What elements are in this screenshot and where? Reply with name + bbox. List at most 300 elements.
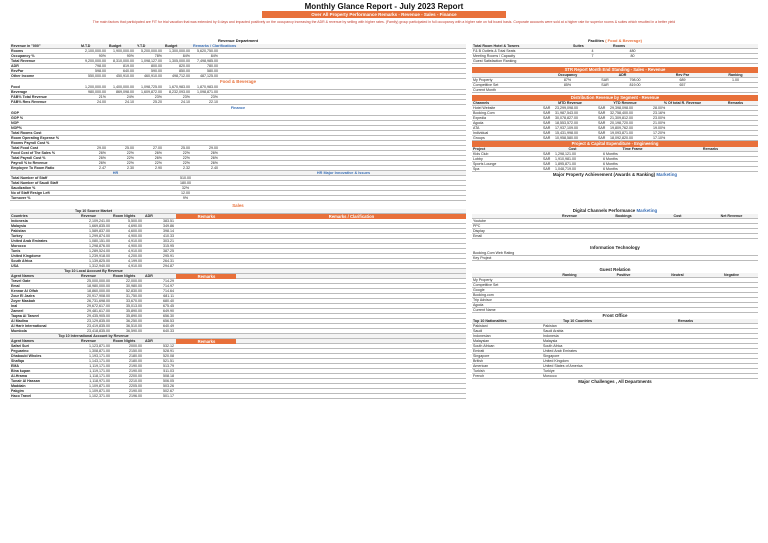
table-cell: 501.17	[163, 394, 174, 398]
table-cell: 798.00	[95, 64, 106, 68]
awards-label: Major Property Achievement (Awards & Ranking)	[552, 172, 656, 177]
table-cell	[136, 126, 164, 130]
table-cell: NOP%	[11, 126, 22, 130]
table-cell	[596, 224, 650, 228]
table-cell: Top 10 International Account by Revenue	[58, 334, 129, 338]
table-cell: 1,239,918.00	[89, 254, 110, 258]
table-cell: Dhaboubi Wholes	[11, 354, 42, 358]
table-cell: Haco Travel	[11, 394, 32, 398]
table-cell: Agent Names	[11, 339, 34, 343]
table-cell: Taqwa Al Taweel	[11, 314, 40, 318]
table-cell	[542, 308, 596, 312]
table-cell	[236, 269, 466, 273]
table-cell: Current Month	[473, 88, 496, 92]
table-cell: 23%	[210, 95, 218, 99]
table-cell: Rooms	[11, 49, 24, 53]
table-cell: 18,092,820.00	[610, 136, 633, 140]
table-cell: 1,910,981.00	[555, 157, 576, 161]
table-cell: Indonesia	[11, 219, 28, 223]
table-cell: Kennar Al Olfah	[11, 289, 39, 293]
table-cell: Revenue in "000"	[11, 44, 41, 48]
facilities-accent: ( Food & Beverage)	[605, 38, 642, 43]
table-cell: ADR	[618, 73, 627, 77]
table-cell: 35,013.00	[126, 304, 142, 308]
table-cell: Malaysia	[11, 224, 26, 228]
table-cell: Pakgim	[11, 389, 24, 393]
table-cell	[192, 121, 220, 125]
table-cell: YTD Revenue	[613, 101, 637, 105]
table-cell	[236, 274, 466, 278]
table-cell: 2,100,000.00	[85, 49, 106, 53]
table-cell: 17.20%	[653, 131, 666, 135]
table-cell: 2205.00	[129, 384, 142, 388]
table-cell: Ranking	[562, 273, 577, 277]
table-cell: 383.51	[163, 219, 174, 223]
table-cell: SAR	[598, 131, 606, 135]
table-cell: 1,305,000.00	[169, 59, 190, 63]
table-cell: SAR	[543, 167, 551, 171]
table-cell: 1,143,171.00	[89, 359, 110, 363]
table-cell: 80	[630, 54, 635, 58]
table-cell: Revenue	[562, 214, 577, 218]
table-cell: GOP	[11, 111, 19, 115]
table-cell: F&B% Rms Revenue	[11, 100, 47, 104]
table-cell: Y.T.D	[137, 44, 146, 48]
table-cell: 10,958,580.00	[555, 136, 578, 140]
table-cell: 22%	[182, 156, 190, 160]
table-cell: 29,398,098.00	[610, 106, 633, 110]
table-cell: 640.00	[123, 69, 134, 73]
table-cell	[596, 219, 650, 223]
table-cell: 4,900.00	[128, 234, 142, 238]
food-beverage-title: Food & Beverage	[219, 79, 257, 84]
table-cell: 22%	[126, 151, 134, 155]
table-cell: 1,900,000.00	[113, 49, 134, 53]
table-cell	[472, 214, 542, 218]
table-cell	[108, 136, 136, 140]
table-cell: NOP	[11, 121, 19, 125]
table-cell: 26%	[154, 156, 162, 160]
table-cell: British	[473, 359, 483, 363]
table-cell	[542, 283, 596, 287]
table-cell: 29,435,905.00	[87, 314, 110, 318]
table-cell: Rooms Payroll Cost %	[11, 141, 50, 145]
table-cell: Zameel	[11, 309, 24, 313]
table-cell: SAR	[543, 106, 551, 110]
table-cell: 19,809,762.00	[610, 126, 633, 130]
table-cell: 780.00	[207, 64, 218, 68]
table-cell: 590.00	[151, 69, 162, 73]
table-cell: 1,102,371.00	[89, 394, 110, 398]
table-cell	[472, 273, 542, 277]
table-cell: 12.00	[181, 191, 190, 195]
table-cell	[596, 298, 650, 302]
table-cell: 2180.00	[129, 359, 142, 363]
table-cell: 2.30	[127, 166, 134, 170]
table-cell: 6 Months	[603, 162, 618, 166]
table-cell: 649.90	[163, 309, 174, 313]
table-cell: 450,910.00	[116, 74, 134, 78]
table-cell: 30,980.00	[126, 284, 142, 288]
table-cell: 28.00%	[653, 106, 666, 110]
table-cell: 6 Months	[603, 157, 618, 161]
table-cell: 9%	[182, 196, 189, 200]
table-cell: 17.10%	[653, 136, 666, 140]
table-cell	[704, 219, 758, 223]
table-cell: 1,298,876.00	[89, 244, 110, 248]
table-cell	[236, 339, 466, 343]
table-cell: 84%	[182, 54, 190, 58]
table-cell: 1,400,000.00	[113, 85, 134, 89]
table-cell	[542, 219, 596, 223]
table-cell: 1.00	[732, 78, 739, 82]
table-cell	[704, 288, 758, 292]
table-cell: F&B% Total Revenue	[11, 95, 47, 99]
table-cell: 23%	[154, 95, 162, 99]
table-cell	[612, 329, 758, 333]
table-cell: 681.11	[163, 294, 174, 298]
table-cell: ADR	[145, 339, 153, 343]
report-title: Monthly Glance Report - July 2023 Report	[304, 2, 464, 11]
table-cell	[562, 256, 758, 260]
table-cell: Total Number of Saudi Staff	[11, 181, 59, 185]
table-cell	[164, 141, 192, 145]
table-cell: 85%	[563, 83, 572, 87]
table-cell: Remarks / Clarification	[236, 214, 466, 219]
table-cell: 4,910.00	[128, 264, 142, 268]
table-cell: 19,093,871.00	[610, 131, 633, 135]
table-cell	[612, 344, 758, 348]
table-cell: HR Major Innovative & Issues	[316, 171, 371, 175]
table-cell	[596, 278, 650, 282]
table-cell: 295.91	[163, 254, 174, 258]
table-cell: Youtube	[473, 219, 487, 223]
table-cell: 4,910.00	[128, 249, 142, 253]
table-cell	[704, 234, 758, 238]
table-cell: Ranking	[728, 73, 743, 77]
table-cell: 303.21	[163, 239, 174, 243]
table-cell: Remarks	[176, 214, 236, 219]
table-cell: Competitive Set	[473, 283, 499, 287]
table-cell: 1,289,524.00	[89, 249, 110, 253]
table-cell: 20,198,720.00	[610, 121, 633, 125]
table-cell: Email	[473, 234, 482, 238]
table-cell: Travel Gate	[11, 279, 31, 283]
table-cell: 23,129,835.00	[87, 319, 110, 323]
table-cell: Booking.Com Web Rating	[473, 251, 515, 255]
table-cell: Singapore	[473, 354, 490, 358]
table-cell	[650, 224, 704, 228]
table-cell: 1,298,121.00	[555, 152, 576, 156]
table-cell: 31,750.00	[126, 294, 142, 298]
table-cell: 18,860,000.00	[87, 289, 110, 293]
table-cell	[164, 121, 192, 125]
table-cell: 5,620,750.00	[197, 49, 218, 53]
table-cell: Revenue	[81, 214, 96, 218]
facilities-heading	[472, 38, 758, 43]
table-cell: 598.00	[95, 69, 106, 73]
table-cell: PPC	[473, 224, 481, 228]
table-cell: Indonesia	[543, 334, 559, 338]
table-cell: 680.40	[163, 299, 174, 303]
table-cell: SAR	[598, 126, 606, 130]
table-cell: Turkey	[11, 234, 23, 238]
table-cell	[592, 88, 617, 92]
table-cell: My Property	[473, 278, 493, 282]
table-cell: 1,870,983.00	[197, 85, 218, 89]
table-cell: 35,890.00	[126, 314, 142, 318]
table-cell: SAR	[543, 152, 551, 156]
table-cell: United Kingdome	[11, 254, 41, 258]
table-cell: 1,308,871.00	[89, 349, 110, 353]
table-cell	[596, 293, 650, 297]
table-cell: Agoda	[473, 121, 484, 125]
table-cell: 1,895,871.00	[555, 162, 576, 166]
table-cell: 689	[679, 78, 686, 82]
table-cell: South African	[473, 344, 495, 348]
table-cell: 24%	[126, 95, 134, 99]
table-cell	[650, 303, 704, 307]
table-cell: 656.30	[163, 314, 174, 318]
table-cell: Al Harir International	[11, 324, 47, 328]
finance-title: Finance	[230, 106, 246, 110]
table-cell: SAR	[543, 121, 551, 125]
table-cell	[136, 111, 164, 115]
table-cell: Booking.Com	[473, 111, 495, 115]
digital-label: Digital Channels Performance	[572, 208, 636, 213]
spacer	[472, 178, 758, 208]
table-cell	[612, 339, 758, 343]
table-cell: 24.10	[181, 100, 190, 104]
table-cell: 21,309,812.00	[610, 116, 633, 120]
table-cell: Budget	[109, 44, 122, 48]
table-cell: 513.79	[163, 364, 174, 368]
table-cell	[704, 303, 758, 307]
table-cell: 850.00	[179, 69, 190, 73]
table-cell: Suites	[573, 44, 584, 48]
table-cell: 8,310,000.00	[113, 59, 134, 63]
table-cell: 1,098,725.00	[141, 85, 162, 89]
table-cell: 1,119,171.00	[89, 369, 110, 373]
table-cell: Display	[473, 229, 485, 233]
table-cell: 1,139,825.00	[89, 259, 110, 263]
table-cell	[108, 141, 136, 145]
table-cell: 1,080,151.00	[89, 239, 110, 243]
table-cell: 1,118,171.00	[89, 374, 110, 378]
table-cell: Peguarino	[11, 349, 29, 353]
table-cell: % Of total R. Revenue	[663, 101, 702, 105]
table-cell: 510.00	[180, 176, 191, 180]
table-cell: Agent Names	[11, 274, 34, 278]
table-cell: Saudization %	[11, 186, 36, 190]
table-cell: 31,987,543.00	[555, 111, 578, 115]
table-cell: MTD Revenue	[558, 101, 582, 105]
segment-title: Distribution Revenue by Segment - Revenue	[472, 95, 758, 101]
table-cell: 4,600.00	[128, 229, 142, 233]
table-cell	[704, 229, 758, 233]
table-cell	[704, 308, 758, 312]
table-cell: Saudi	[473, 329, 483, 333]
table-cell	[596, 288, 650, 292]
table-cell: Pakistan	[11, 229, 26, 233]
table-cell: 32,758,400.00	[610, 111, 633, 115]
table-cell	[612, 359, 758, 363]
table-cell	[108, 121, 136, 125]
remarks-note: The main factors that participated are FIT for trial vacation that was extended by 6 days and impacted positively on the occupancy increasing the ADR & revenue by selling with higher rates. (Family) group participated in full occupancy with a higher rate on full board basis. Corporate accounts were sold at a higher rate for superior rooms & suites which resulted in a better yield	[92, 20, 676, 24]
table-cell: 498,712.00	[172, 74, 190, 78]
table-cell	[164, 126, 192, 130]
table-cell: 487,125.00	[200, 74, 218, 78]
table-cell: Tunis	[11, 249, 21, 253]
table-cell: 1,300,000.00	[169, 49, 190, 53]
table-cell: SAR	[598, 136, 606, 140]
table-cell	[136, 141, 164, 145]
table-cell: 1,609,872.00	[141, 90, 162, 94]
table-cell: 2150.00	[129, 349, 142, 353]
table-cell: ADR	[11, 64, 19, 68]
table-cell: 2190.00	[129, 369, 142, 373]
table-cell: 503.26	[163, 384, 174, 388]
table-cell: 21%	[98, 95, 106, 99]
table-cell: ADR	[145, 214, 153, 218]
revenue-department-heading: Revenue Department	[217, 38, 258, 43]
international-account-row	[10, 394, 466, 399]
table-cell: 26%	[98, 156, 106, 160]
table-cell: 87%	[563, 78, 572, 82]
challenges-title: Major Challenges , All Departments	[578, 379, 652, 384]
table-cell: USA	[11, 264, 19, 268]
table-cell: SAR	[601, 83, 609, 87]
table-cell: Total Revenue	[11, 59, 36, 63]
table-cell: Saudi Arabia	[543, 329, 564, 333]
table-cell: Total Number of Staff	[11, 176, 48, 180]
table-cell: F& B Outlets & Total Seats	[473, 49, 516, 53]
table-cell	[164, 111, 192, 115]
table-cell: South Africa	[11, 259, 33, 263]
table-cell: Net Revenue	[720, 214, 743, 218]
table-cell	[542, 288, 596, 292]
table-cell	[612, 369, 758, 373]
table-cell: 714.64	[163, 289, 174, 293]
table-cell	[192, 111, 220, 115]
table-cell	[650, 229, 704, 233]
table-cell: Singapore	[543, 354, 560, 358]
table-cell: 714.29	[163, 279, 174, 283]
table-cell	[176, 269, 236, 273]
table-cell: 18,553,572.00	[555, 121, 578, 125]
table-cell: 264.31	[163, 259, 174, 263]
table-cell: 640.33	[163, 329, 174, 333]
table-cell: 520.08	[163, 354, 174, 358]
table-cell	[80, 136, 108, 140]
table-cell: 2,109,241.00	[89, 219, 110, 223]
table-cell	[712, 88, 758, 92]
digital-accent: Marketing	[635, 208, 658, 213]
table-cell: 315.95	[163, 244, 174, 248]
table-cell: Morocco	[11, 244, 26, 248]
left-column	[10, 44, 466, 399]
table-cell	[612, 324, 758, 328]
table-cell: 2.40	[211, 166, 218, 170]
table-cell: 78%	[154, 54, 162, 58]
table-cell	[572, 59, 612, 63]
table-cell: Emal	[11, 284, 20, 288]
table-cell: ATA	[473, 126, 480, 130]
table-cell: 22%	[154, 161, 162, 165]
table-cell: 26,731,698.00	[87, 299, 110, 303]
table-cell: 2180.00	[129, 354, 142, 358]
table-cell: Individual	[473, 131, 489, 135]
table-cell: 29,672,617.00	[87, 304, 110, 308]
table-cell: 511.03	[163, 369, 174, 373]
table-cell: 26%	[210, 156, 218, 160]
table-cell: 580.00	[207, 69, 218, 73]
table-cell	[80, 131, 108, 135]
table-cell: 349.86	[163, 224, 174, 228]
table-cell: 25.00	[125, 146, 134, 150]
table-cell: 30,078,827.00	[555, 116, 578, 120]
table-cell: 25.20	[153, 100, 162, 104]
table-cell: 528.91	[163, 349, 174, 353]
table-cell: Top 10 Source Market	[74, 209, 113, 213]
table-cell: 1,193,171.00	[89, 354, 110, 358]
table-cell: 21.00%	[653, 121, 666, 125]
table-cell: Beverage	[11, 90, 28, 94]
table-cell: Agoda	[473, 303, 484, 307]
table-cell: Inal	[11, 304, 18, 308]
table-cell: 9,200,000.00	[85, 59, 106, 63]
table-cell: Room Nights	[113, 214, 136, 218]
table-cell	[80, 116, 108, 120]
table-cell: Neutral	[671, 273, 684, 277]
table-cell: 4,900.00	[128, 244, 142, 248]
table-cell: Total Food Cost	[11, 146, 39, 150]
table-cell: 4	[591, 49, 594, 53]
table-cell: 1,098,127.00	[141, 59, 162, 63]
table-cell: 24.00	[97, 100, 106, 104]
table-cell	[704, 293, 758, 297]
table-cell: Indonesian	[473, 334, 491, 338]
table-cell: Tunair Al Hassan	[11, 379, 40, 383]
table-cell: Remarks	[176, 339, 236, 344]
remarks-banner: Over All Property Performance Remarks - Revenue - Sales - Finance	[262, 11, 506, 18]
table-cell: 8,232,093.00	[169, 90, 190, 94]
table-cell: 640.49	[163, 324, 174, 328]
table-cell: 4,690.00	[128, 224, 142, 228]
table-cell: 24.10	[125, 100, 134, 104]
table-cell: 4,200.00	[128, 254, 142, 258]
table-cell	[542, 293, 596, 297]
table-cell: Bookings	[615, 214, 632, 218]
table-cell: Shafiqa	[11, 359, 24, 363]
table-cell: 508.18	[163, 374, 174, 378]
table-cell: 2.32	[183, 166, 190, 170]
table-cell: 2190.00	[129, 389, 142, 393]
table-cell: Zour El Jazira	[11, 294, 35, 298]
table-cell	[192, 126, 220, 130]
table-cell: 22,000.00	[126, 279, 142, 283]
table-cell: United Arab Emirates	[543, 349, 577, 353]
table-cell: Al-Hrama	[11, 374, 27, 378]
table-cell: 656.53	[163, 319, 174, 323]
table-cell	[612, 354, 758, 358]
str-report-title: STR Report Month End Standing - Sales - Revenue	[472, 67, 758, 73]
table-cell: 550,000.00	[88, 74, 106, 78]
table-cell: Guest Satisfaction Ranking	[473, 59, 517, 63]
table-cell	[712, 83, 758, 87]
table-cell: Room Nights	[113, 274, 136, 278]
table-cell: Rev Par	[675, 73, 690, 77]
